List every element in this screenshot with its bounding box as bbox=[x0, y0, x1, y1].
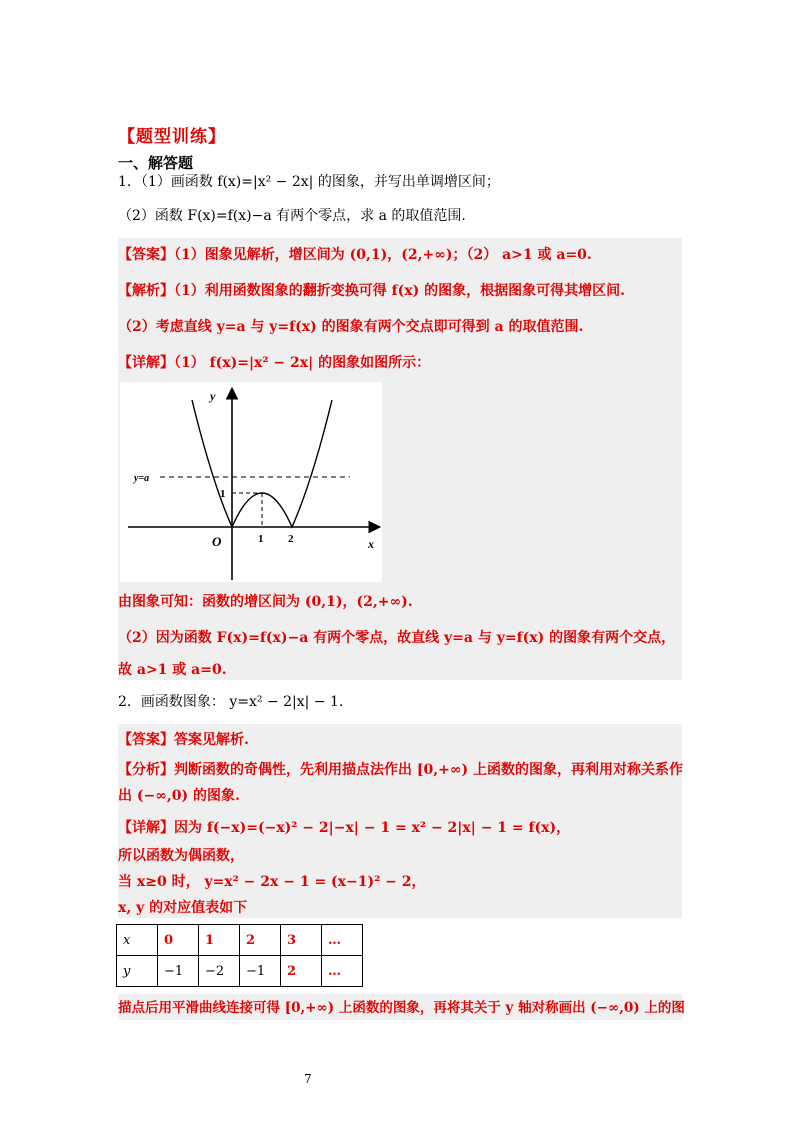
answer2-detail2: 所以函数为偶函数， bbox=[118, 848, 244, 864]
table-row bbox=[117, 925, 363, 956]
q1-line1: 1．（1）画函数 f(x)=|x² − 2x| 的图象，并写出单调增区间； bbox=[118, 174, 500, 190]
table-cell: 0 bbox=[158, 925, 199, 956]
table-cell: −1 bbox=[158, 956, 199, 987]
graph-svg bbox=[120, 382, 382, 582]
answer2-detail3: 当 x≥0 时， y=x² − 2x − 1 = (x−1)² − 2， bbox=[118, 874, 426, 890]
answer2-answer: 【答案】答案见解析. bbox=[118, 732, 249, 748]
origin-label: O bbox=[212, 534, 222, 549]
answer1-part2-line2: 故 a>1 或 a=0. bbox=[118, 662, 227, 678]
answer2-analysis1: 【分析】判断函数的奇偶性，先利用描点法作出 [0,+∞) 上函数的图象，再利用对称关系作 bbox=[118, 762, 684, 778]
table-cell: 2 bbox=[240, 925, 281, 956]
answer2-detail4: x, y 的对应值表如下 bbox=[118, 900, 248, 916]
answer2-analysis2: 出 (−∞,0) 的图象. bbox=[118, 788, 240, 804]
answer1-conclusion: 由图象可知：函数的增区间为 (0,1)，(2,+∞). bbox=[118, 594, 413, 610]
x-axis-label: x bbox=[368, 537, 374, 551]
answer1-analysis1: 【解析】（1）利用函数图象的翻折变换可得 f(x) 的图象，根据图象可得其增区间. bbox=[118, 283, 625, 299]
table-cell: 2 bbox=[281, 956, 322, 987]
function-graph bbox=[120, 382, 382, 582]
answer1-analysis2: （2）考虑直线 y=a 与 y=f(x) 的图象有两个交点即可得到 a 的取值范围. bbox=[118, 319, 584, 335]
table-cell: 1 bbox=[199, 925, 240, 956]
section-heading: 一、解答题 bbox=[118, 154, 194, 172]
table-cell: x bbox=[117, 925, 158, 956]
line-label: y=a bbox=[134, 473, 150, 484]
tick-y1: 1 bbox=[220, 488, 226, 500]
answer1-answer: 【答案】（1）图象见解析，增区间为 (0,1)，(2,+∞)；（2） a>1 或 a=0. bbox=[118, 247, 592, 263]
answer2-detail1: 【详解】因为 f(−x)=(−x)² − 2|−x| − 1 = x² − 2|x| − 1 = f(x)， bbox=[118, 820, 571, 836]
table-cell: y bbox=[117, 956, 158, 987]
page-title: 【题型训练】 bbox=[118, 127, 226, 147]
answer1-part2-line1: （2）因为函数 F(x)=f(x)−a 有两个零点，故直线 y=a 与 y=f(x) 的图象有两个交点， bbox=[118, 630, 676, 646]
table-row bbox=[117, 956, 363, 987]
value-table bbox=[116, 924, 363, 987]
q2-line: 2．画函数图象： y=x² − 2|x| − 1. bbox=[118, 694, 344, 710]
table-cell: … bbox=[322, 925, 363, 956]
answer1-detail: 【详解】（1） f(x)=|x² − 2x| 的图象如图所示： bbox=[118, 355, 431, 371]
table-cell: −2 bbox=[199, 956, 240, 987]
answer2-last: 描点后用平滑曲线连接可得 [0,+∞) 上函数的图象，再将其关于 y 轴对称画出 (−∞,0) 上的图 bbox=[118, 1000, 685, 1016]
tick-x1: 1 bbox=[258, 533, 264, 545]
table-cell: … bbox=[322, 956, 363, 987]
q1-line2: （2）函数 F(x)=f(x)−a 有两个零点，求 a 的取值范围. bbox=[118, 208, 466, 224]
tick-x2: 2 bbox=[288, 533, 294, 545]
table-cell: −1 bbox=[240, 956, 281, 987]
page-number: 7 bbox=[304, 1072, 312, 1086]
y-axis-label: y bbox=[210, 389, 216, 403]
table-cell: 3 bbox=[281, 925, 322, 956]
